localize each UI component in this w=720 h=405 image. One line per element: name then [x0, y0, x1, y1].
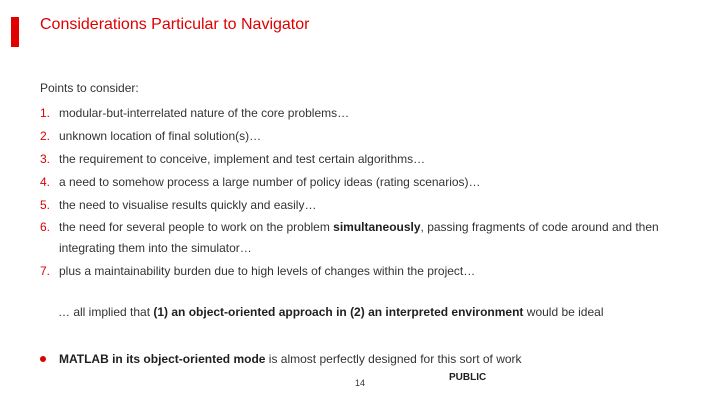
bullet-text [59, 352, 522, 366]
list-number: 3. [40, 152, 51, 166]
list-number: 7. [40, 264, 51, 278]
emphasis-text: simultaneously [333, 220, 421, 234]
list-text: the requirement to conceive, implement and test certain algorithms… [59, 152, 426, 166]
matlab-bullet [40, 352, 522, 366]
conclusion-part: would be ideal [523, 305, 604, 319]
list-text-part: the need for several people to work on the problem [59, 220, 334, 234]
list-item [40, 148, 680, 170]
list-item [40, 217, 680, 259]
list-number: 5. [40, 198, 51, 212]
bullet-dot-icon [40, 356, 46, 362]
conclusion-emphasis: (1) an object-oriented approach in (2) an interpreted environment [153, 305, 524, 319]
list-text: a need to somehow process a large number of policy ideas (rating scenarios)… [59, 175, 481, 189]
list-text-part: , passing fragments of code around and then integrating them into the simulator… [59, 220, 659, 255]
classification-label: PUBLIC [449, 372, 487, 383]
conclusion-text [58, 305, 604, 319]
list-item [40, 194, 680, 216]
list-text [59, 217, 680, 259]
list-number: 1. [40, 106, 51, 120]
conclusion-part: … all implied that [58, 305, 154, 319]
list-item [40, 125, 680, 147]
list-text: unknown location of final solution(s)… [59, 129, 262, 143]
list-text: modular-but-interrelated nature of the core problems… [59, 106, 350, 120]
bullet-emphasis: MATLAB in its object-oriented mode [59, 352, 266, 366]
list-number: 6. [40, 220, 51, 234]
list-text: plus a maintainability burden due to high levels of changes within the project… [59, 264, 476, 278]
list-text: the need to visualise results quickly and easily… [59, 198, 317, 212]
list-number: 4. [40, 175, 51, 189]
page-number: 14 [355, 378, 366, 388]
bullet-text-part: is almost perfectly designed for this sort of work [265, 352, 522, 366]
list-item [40, 260, 680, 282]
list-item [40, 171, 680, 193]
intro-text: Points to consider: [40, 81, 139, 95]
slide-title: Considerations Particular to Navigator [40, 16, 310, 33]
title-accent-bar [11, 17, 19, 47]
list-item [40, 102, 680, 124]
list-number: 2. [40, 129, 51, 143]
